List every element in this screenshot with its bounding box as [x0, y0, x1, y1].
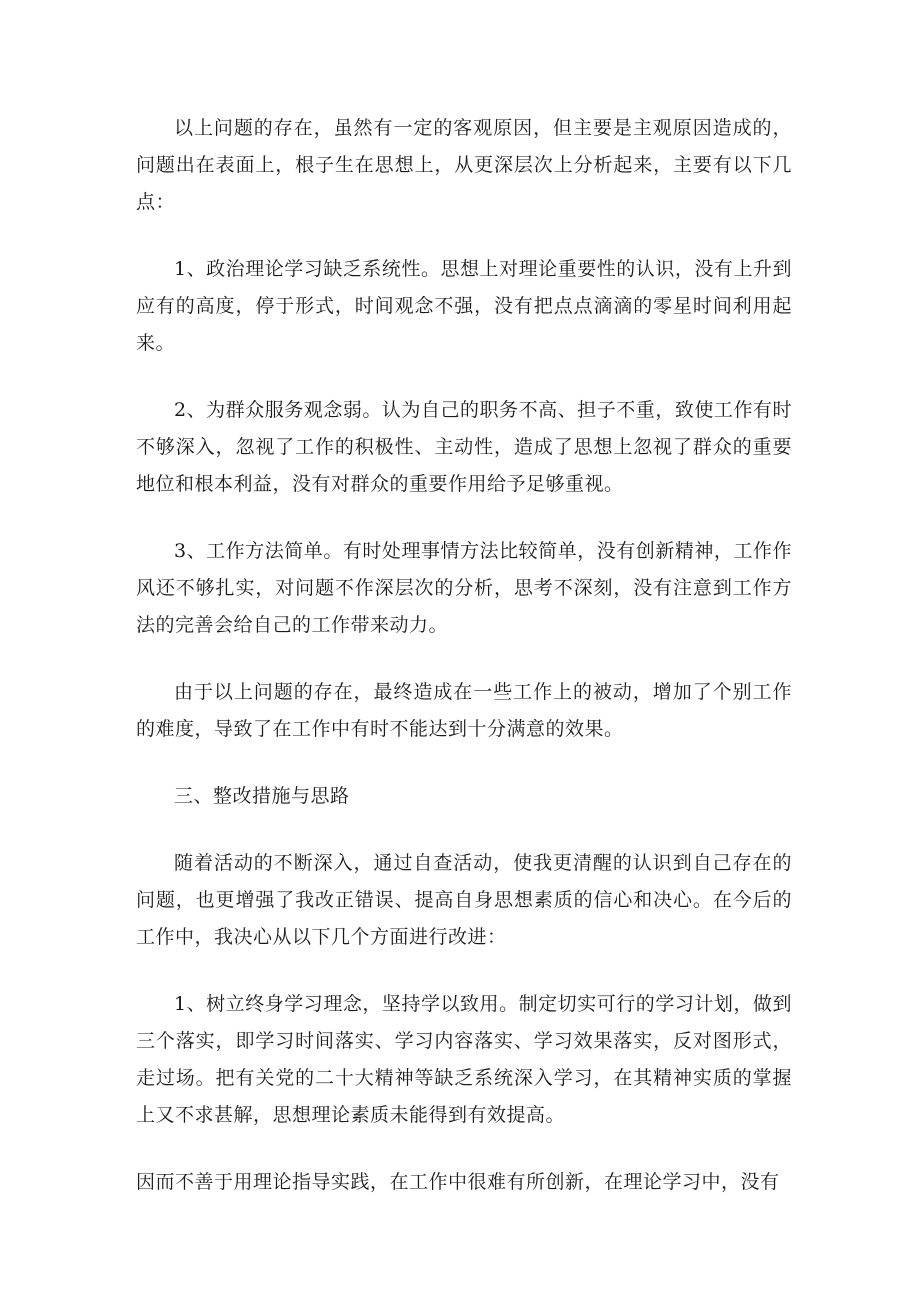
paragraph-point-2: 2、为群众服务观念弱。认为自己的职务不高、担子不重，致使工作有时不够深入，忽视了工作的积极性、主动性，造成了思想上忽视了群众的重要地位和根本利益，没有对群众的重要作用给予足够重视。 — [136, 399, 792, 495]
paragraph-improvement-intro: 随着活动的不断深入，通过自查活动，使我更清醒的认识到自己存在的问题，也更增强了我改正错误、提高自身思想素质的信心和决心。在今后的工作中，我决心从以下几个方面进行改进： — [136, 852, 792, 948]
paragraph-continuation: 因而不善于用理论指导实践，在工作中很难有所创新，在理论学习中，没有 — [136, 1171, 780, 1193]
paragraph-improvement-1: 1、树立终身学习理念，坚持学以致用。制定切实可行的学习计划，做到三个落实，即学习时间落实、学习内容落实、学习效果落实，反对图形式，走过场。把有关党的二十大精神等缺乏系统深入学习，在其精神实质的掌握上又不求甚解，思想理论素质未能得到有效提高。 — [136, 993, 792, 1126]
document-page — [136, 110, 792, 1201]
paragraph-analysis-intro: 以上问题的存在，虽然有一定的客观原因，但主要是主观原因造成的，问题出在表面上，根子生在思想上，从更深层次上分析起来，主要有以下几点： — [136, 117, 792, 213]
paragraph-point-3: 3、工作方法简单。有时处理事情方法比较简单，没有创新精神，工作作风还不够扎实，对问题不作深层次的分析，思考不深刻，没有注意到工作方法的完善会给自己的工作带来动力。 — [136, 540, 792, 636]
paragraph-point-1: 1、政治理论学习缺乏系统性。思想上对理论重要性的认识，没有上升到应有的高度，停于形式，时间观念不强，没有把点点滴滴的零星时间利用起来。 — [136, 258, 792, 354]
section-heading: 三、整改措施与思路 — [174, 785, 350, 807]
paragraph-summary: 由于以上问题的存在，最终造成在一些工作上的被动，增加了个别工作的难度，导致了在工作中有时不能达到十分满意的效果。 — [136, 681, 792, 740]
